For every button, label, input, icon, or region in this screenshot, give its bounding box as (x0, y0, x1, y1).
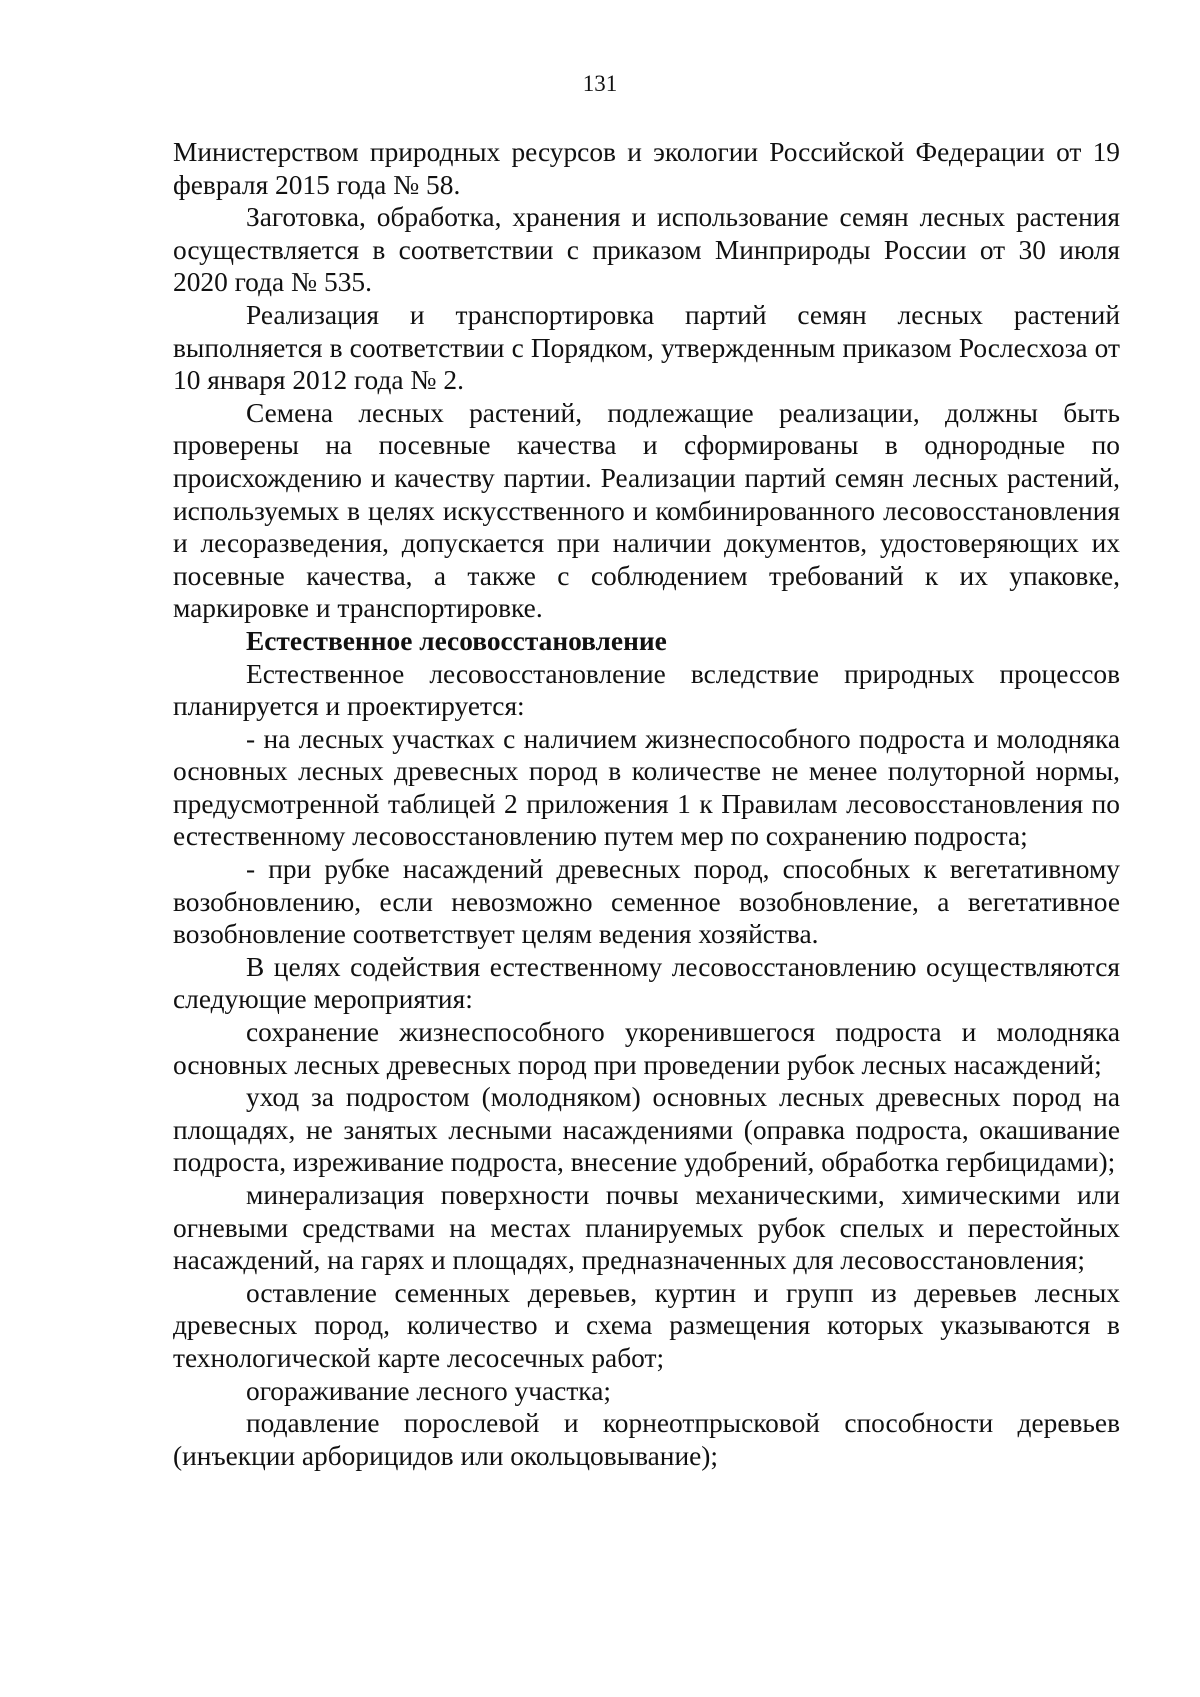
paragraph: В целях содействия естественному лесовосстановлению осуществляются следующие мероприятия: (173, 951, 1120, 1015)
list-item: огораживание лесного участка; (246, 1375, 611, 1406)
paragraph: Заготовка, обработка, хранения и использование семян лесных растения осуществляется в соответствии с приказом Минприроды России от 30 июля 2020 года № 535. (173, 202, 1120, 298)
list-item: подавление порослевой и корнеотпрысковой способности деревьев (инъекции арборицидов или окольцовывание); (173, 1408, 1120, 1471)
paragraph: Естественное лесовосстановление вследствие природных процессов планируется и проектируется: (173, 658, 1120, 722)
body-text (173, 136, 1120, 1472)
list-item: - при рубке насаждений древесных пород, способных к вегетативному возобновлению, если невозможно семенное возобновление, а вегетативное возобновление соответствует целям ведения хозяйства. (173, 854, 1120, 950)
section-heading: Естественное лесовосстановление (246, 625, 667, 656)
paragraph: Семена лесных растений, подлежащие реализации, должны быть проверены на посевные качества и сформированы в однородные по происхождению и качеству партии. Реализации партий семян лесных растений, используемых в целях искусственного и комбинированного лесовосстановления и лесоразведения, допускается при наличии документов, удостоверяющих их посевные качества, а также с соблюдением требований к их упаковке, маркировке и транспортировке. (173, 397, 1120, 624)
page-number: 131 (582, 71, 618, 96)
list-item: сохранение жизнеспособного укоренившегося подроста и молодняка основных лесных древесных пород при проведении рубок лесных насаждений; (173, 1017, 1120, 1080)
paragraph: Реализация и транспортировка партий семян лесных растений выполняется в соответствии с Порядком, утвержденным приказом Рослесхоза от 10 января 2012 года № 2. (173, 299, 1120, 396)
list-item: уход за подростом (молодняком) основных лесных древесных пород на площадях, не занятых лесными насаждениями (оправка подроста, окашивание подроста, изреживание подроста, внесение удобрений, обработка гербицидами); (173, 1082, 1120, 1178)
paragraph: Министерством природных ресурсов и экологии Российской Федерации от 19 февраля 2015 года № 58. (173, 137, 1120, 200)
list-item: - на лесных участках с наличием жизнеспособного подроста и молодняка основных лесных древесных пород в количестве не менее полуторной нормы, предусмотренной таблицей 2 приложения 1 к Правилам лесовосстановления по естественному лесовосстановлению путем мер по сохранению подроста; (173, 723, 1120, 852)
list-item: минерализация поверхности почвы механическими, химическими или огневыми средствами на местах планируемых рубок спелых и перестойных насаждений, на гарях и площадях, предназначенных для лесовосстановления; (173, 1180, 1120, 1276)
list-item: оставление семенных деревьев, куртин и групп из деревьев лесных древесных пород, количество и схема размещения которых указываются в технологической карте лесосечных работ; (173, 1277, 1120, 1373)
